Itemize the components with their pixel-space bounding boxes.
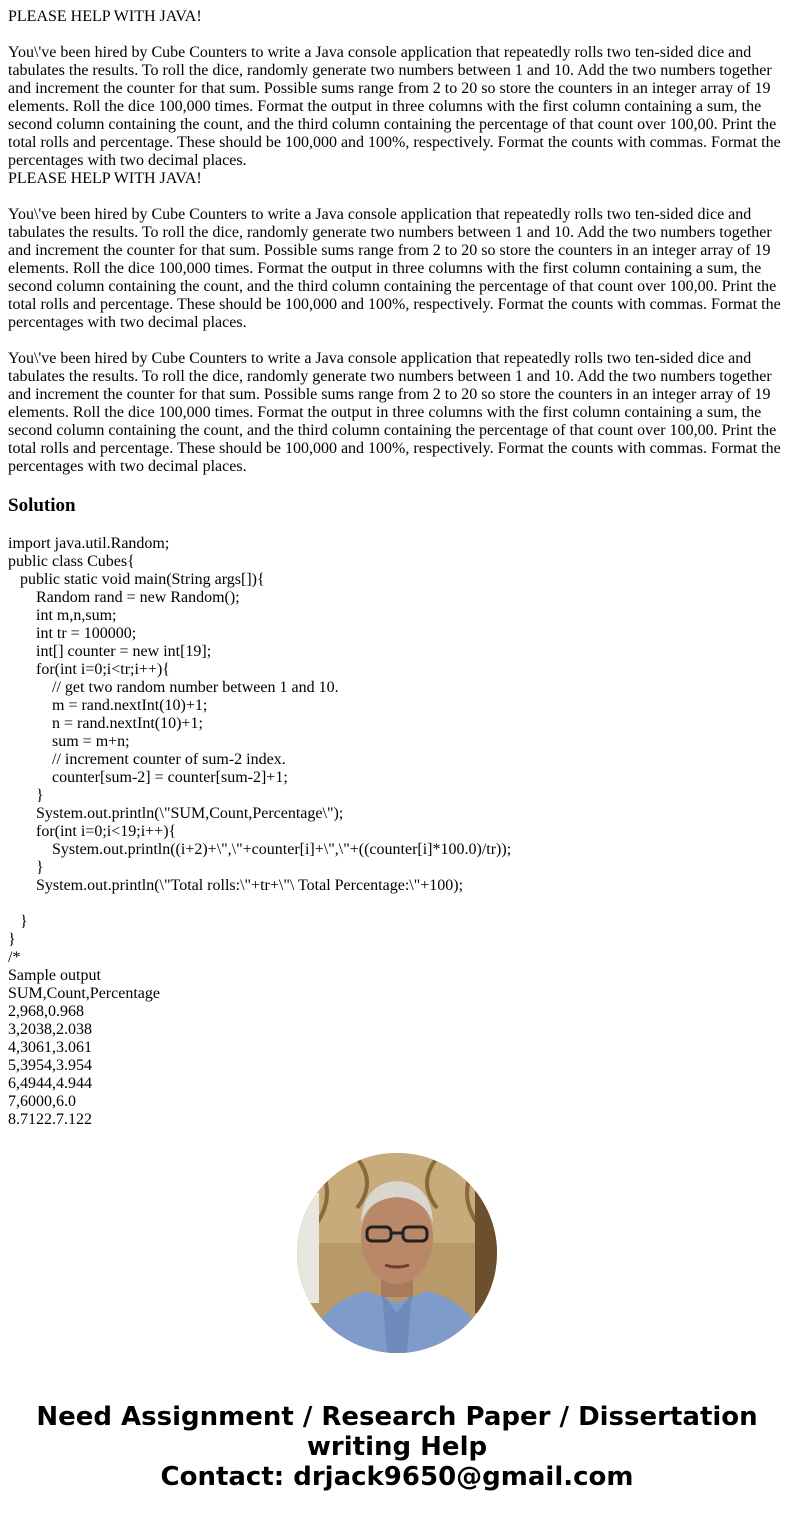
author-avatar bbox=[297, 1153, 497, 1353]
code-line: 7,6000,6.0 bbox=[8, 1093, 76, 1110]
spacer bbox=[8, 26, 786, 44]
code-line: /* bbox=[8, 949, 21, 966]
code-line: System.out.println((i+2)+\",\"+counter[i]+\",\"+((counter[i]*100.0)/tr)); bbox=[8, 841, 512, 858]
code-line: 3,2038,2.038 bbox=[8, 1021, 92, 1038]
footer-contact: Contact: drjack9650@gmail.com bbox=[160, 1462, 634, 1492]
code-line: int m,n,sum; bbox=[8, 607, 117, 624]
code-line: public class Cubes{ bbox=[8, 553, 135, 570]
code-line: System.out.println(\"SUM,Count,Percentage\"); bbox=[8, 805, 344, 822]
code-line: for(int i=0;i<tr;i++){ bbox=[8, 661, 170, 678]
code-line: sum = m+n; bbox=[8, 733, 130, 750]
question-title-2: PLEASE HELP WITH JAVA! bbox=[8, 170, 202, 187]
code-line: 5,3954,3.954 bbox=[8, 1057, 92, 1074]
code-line: n = rand.nextInt(10)+1; bbox=[8, 715, 203, 732]
code-line: // increment counter of sum-2 index. bbox=[8, 751, 286, 768]
code-line: counter[sum-2] = counter[sum-2]+1; bbox=[8, 769, 288, 786]
code-line: System.out.println(\"Total rolls:\"+tr+\"\ Total Percentage:\"+100); bbox=[8, 877, 464, 894]
footer-contact-banner bbox=[0, 1402, 794, 1492]
question-paragraph-1: You\'ve been hired by Cube Counters to write a Java console application that repeatedly rolls two ten-sided dice and tabulates the results. To roll the dice, randomly generate two numbers between 1 and 10. Add the two numbers together and increment the counter for that sum. Possible sums range from 2 to 20 so store the counters in an integer array of 19 elements. Roll the dice 100,000 times. Format the output in three columns with the first column containing a sum, the second column containing the count, and the third column containing the percentage of that count over 100,00. Print the total rolls and percentage. These should be 100,000 and 100%, respectively. Format the counts with commas. Format the percentages with two decimal places. bbox=[8, 44, 781, 169]
code-line: } bbox=[8, 931, 16, 948]
code-line: int tr = 100000; bbox=[8, 625, 137, 642]
footer-line-1: Need Assignment / Research Paper / Dissertation bbox=[36, 1402, 758, 1432]
code-line: 6,4944,4.944 bbox=[8, 1075, 92, 1092]
code-line: } bbox=[8, 787, 44, 804]
code-line: 2,968,0.968 bbox=[8, 1003, 84, 1020]
code-line: Sample output bbox=[8, 967, 101, 984]
code-line: 8.7122.7.122 bbox=[8, 1111, 92, 1128]
code-line: for(int i=0;i<19;i++){ bbox=[8, 823, 177, 840]
author-photo-icon bbox=[297, 1153, 497, 1353]
code-line: } bbox=[8, 913, 28, 930]
code-line: int[] counter = new int[19]; bbox=[8, 643, 212, 660]
question-title-1: PLEASE HELP WITH JAVA! bbox=[8, 8, 202, 25]
code-line: SUM,Count,Percentage bbox=[8, 985, 160, 1002]
question-paragraph-2: You\'ve been hired by Cube Counters to write a Java console application that repeatedly rolls two ten-sided dice and tabulates the results. To roll the dice, randomly generate two numbers between 1 and 10. Add the two numbers together and increment the counter for that sum. Possible sums range from 2 to 20 so store the counters in an integer array of 19 elements. Roll the dice 100,000 times. Format the output in three columns with the first column containing a sum, the second column containing the count, and the third column containing the percentage of that count over 100,00. Print the total rolls and percentage. These should be 100,000 and 100%, respectively. Format the counts with commas. Format the percentages with two decimal places. bbox=[8, 206, 781, 331]
footer-line-2: writing Help bbox=[306, 1432, 488, 1462]
solution-heading: Solution bbox=[8, 495, 76, 516]
code-line: import java.util.Random; bbox=[8, 535, 170, 552]
code-line: } bbox=[8, 859, 44, 876]
spacer bbox=[8, 332, 786, 350]
page-content bbox=[8, 8, 786, 1129]
code-line: // get two random number between 1 and 10. bbox=[8, 679, 339, 696]
solution-code bbox=[8, 535, 786, 1129]
code-line: 4,3061,3.061 bbox=[8, 1039, 92, 1056]
code-line: public static void main(String args[]){ bbox=[8, 571, 265, 588]
code-line: Random rand = new Random(); bbox=[8, 589, 240, 606]
question-paragraph-3: You\'ve been hired by Cube Counters to write a Java console application that repeatedly rolls two ten-sided dice and tabulates the results. To roll the dice, randomly generate two numbers between 1 and 10. Add the two numbers together and increment the counter for that sum. Possible sums range from 2 to 20 so store the counters in an integer array of 19 elements. Roll the dice 100,000 times. Format the output in three columns with the first column containing a sum, the second column containing the count, and the third column containing the percentage of that count over 100,00. Print the total rolls and percentage. These should be 100,000 and 100%, respectively. Format the counts with commas. Format the percentages with two decimal places. bbox=[8, 350, 781, 475]
code-line: m = rand.nextInt(10)+1; bbox=[8, 697, 208, 714]
spacer bbox=[8, 188, 786, 206]
code-line bbox=[8, 895, 786, 913]
